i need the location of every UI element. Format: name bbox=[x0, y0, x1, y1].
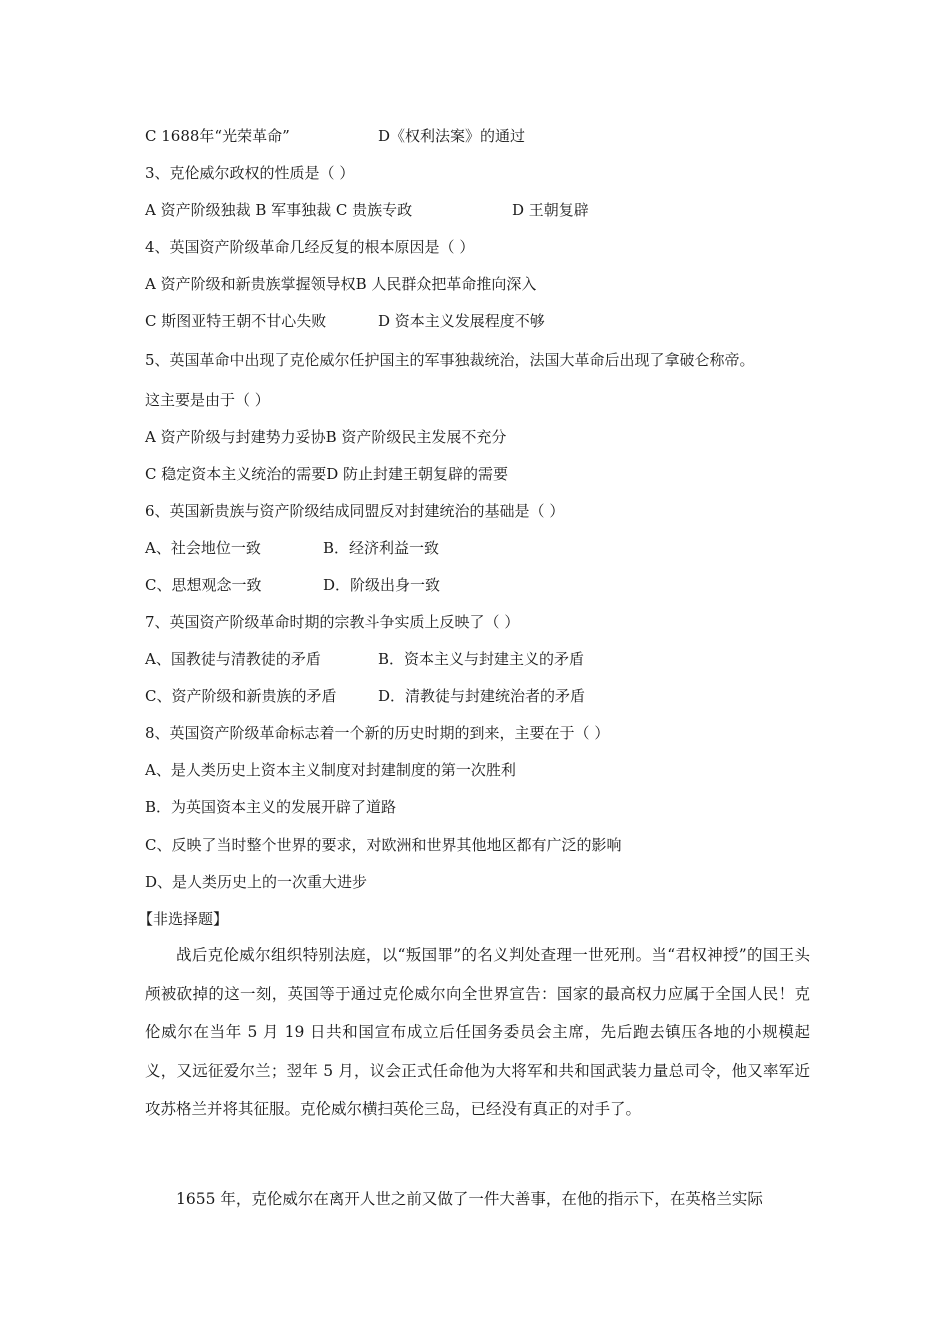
question-6-option-c: C、思想观念一致 bbox=[145, 576, 262, 594]
option-line-c-d bbox=[145, 126, 526, 146]
question-6-options-ab bbox=[145, 538, 440, 558]
option-d-bill-of-rights: D《权利法案》的通过 bbox=[378, 127, 526, 145]
question-3: 3、克伦威尔政权的性质是（ ） bbox=[145, 164, 355, 182]
question-7-option-d: D．清教徒与封建统治者的矛盾 bbox=[378, 687, 586, 705]
question-6: 6、英国新贵族与资产阶级结成同盟反对封建统治的基础是（ ） bbox=[145, 502, 565, 520]
question-7-options-cd bbox=[145, 686, 586, 706]
question-4-option-c: C 斯图亚特王朝不甘心失败 bbox=[145, 312, 327, 330]
question-5-options-ab: A 资产阶级与封建势力妥协B 资产阶级民主发展不充分 bbox=[145, 428, 507, 446]
question-8-option-c: C、反映了当时整个世界的要求，对欧洲和世界其他地区都有广泛的影响 bbox=[145, 836, 622, 854]
question-5-line-1: 5、英国革命中出现了克伦威尔任护国主的军事独裁统治，法国大革命后出现了拿破仑称帝。 bbox=[145, 351, 755, 369]
question-7-option-b: B．资本主义与封建主义的矛盾 bbox=[378, 650, 585, 668]
section-heading-non-choice: 【非选择题】 bbox=[138, 910, 229, 928]
question-8-option-a: A、是人类历史上资本主义制度对封建制度的第一次胜利 bbox=[145, 761, 516, 779]
question-7: 7、英国资产阶级革命时期的宗教斗争实质上反映了（ ） bbox=[145, 613, 520, 631]
question-6-options-cd bbox=[145, 575, 441, 595]
option-c-glorious-revolution: C 1688年“光荣革命” bbox=[145, 127, 290, 145]
question-6-option-d: D．阶级出身一致 bbox=[323, 576, 441, 594]
question-3-options bbox=[145, 200, 589, 220]
question-6-option-a: A、社会地位一致 bbox=[145, 539, 261, 557]
question-7-option-c: C、资产阶级和新贵族的矛盾 bbox=[145, 687, 337, 705]
question-8-option-b: B．为英国资本主义的发展开辟了道路 bbox=[145, 798, 397, 816]
question-6-option-b: B．经济利益一致 bbox=[323, 539, 440, 557]
question-7-options-ab bbox=[145, 649, 585, 669]
reading-paragraph-1: 战后克伦威尔组织特别法庭，以“叛国罪”的名义判处查理一世死刑。当“君权神授”的国王头颅被砍掉的这一刻，英国等于通过克伦威尔向全世界宣告：国家的最高权力应属于全国人民！克伦威尔在当年 5 月 19 日共和国宣布成立后任国务委员会主席，先后跑去镇压各地的小规模起义，又远征爱尔兰；翌年 5 月，议会正式任命他为大将军和共和国武装力量总司令，他又率军近攻苏格兰并将其征服。克伦威尔横扫英伦三岛，已经没有真正的对手了。 bbox=[145, 946, 810, 1118]
question-8-option-d: D、是人类历史上的一次重大进步 bbox=[145, 873, 368, 891]
reading-paragraph-2: 1655 年，克伦威尔在离开人世之前又做了一件大善事，在他的指示下，在英格兰实际 bbox=[176, 1190, 763, 1208]
question-5-options-cd: C 稳定资本主义统治的需要D 防止封建王朝复辟的需要 bbox=[145, 465, 509, 483]
question-8: 8、英国资产阶级革命标志着一个新的历史时期的到来，主要在于（ ） bbox=[145, 724, 610, 742]
question-4: 4、英国资产阶级革命几经反复的根本原因是（ ） bbox=[145, 238, 475, 256]
question-3-option-d: D 王朝复辟 bbox=[512, 201, 589, 219]
question-7-option-a: A、国教徒与清教徒的矛盾 bbox=[145, 650, 321, 668]
question-4-option-d: D 资本主义发展程度不够 bbox=[378, 312, 545, 330]
question-4-options-cd bbox=[145, 311, 545, 331]
question-4-options-ab: A 资产阶级和新贵族掌握领导权B 人民群众把革命推向深入 bbox=[145, 275, 537, 293]
question-3-options-abc: A 资产阶级独裁 B 军事独裁 C 贵族专政 bbox=[145, 201, 413, 219]
question-5-line-2: 这主要是由于（ ） bbox=[145, 391, 270, 409]
